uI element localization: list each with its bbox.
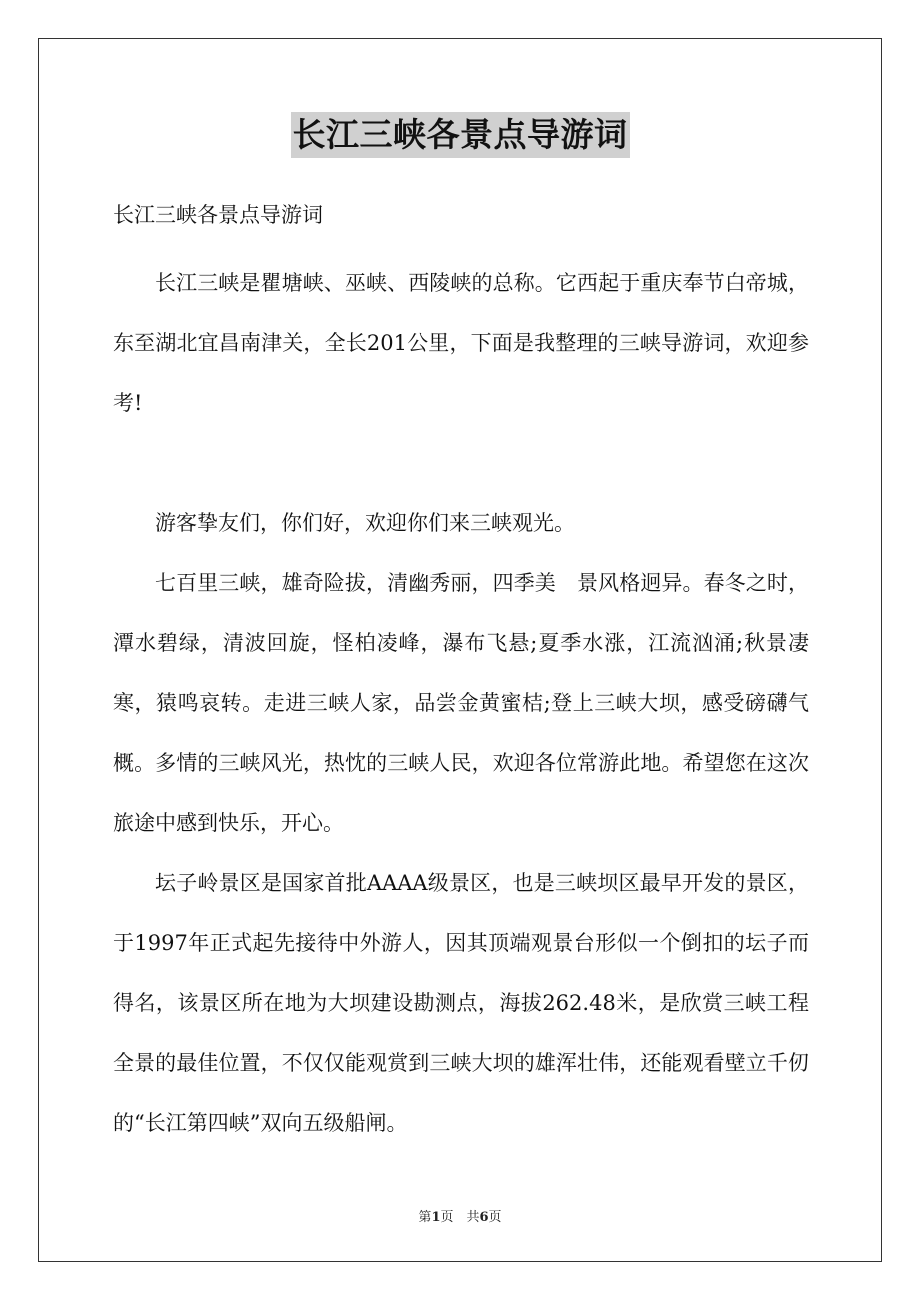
- footer-page-current: 1: [431, 1210, 441, 1225]
- paragraph-intro: 长江三峡是瞿塘峡、巫峡、西陵峡的总称。它西起于重庆奉节白帝城，东至湖北宜昌南津关，全长201公里，下面是我整理的三峡导游词，欢迎参考!: [113, 271, 809, 415]
- footer-page-prefix: 第: [418, 1210, 432, 1225]
- paragraph-tanziling: 坛子岭景区是国家首批AAAA级景区，也是三峡坝区最早开发的景区，于1997年正式起先接待中外游人，因其顶端观景台形似一个倒扣的坛子而得名，该景区所在地为大坝建设勘测点，海拔262.48米，是欣赏三峡工程全景的最佳位置，不仅仅能观赏到三峡大坝的雄浑壮伟，还能观看壁立千仞的“长江第四峡”双向五级船闸。: [113, 871, 809, 1135]
- paragraph-greeting: 游客挚友们，你们好，欢迎你们来三峡观光。: [155, 511, 575, 535]
- document-subtitle: 长江三峡各景点导游词: [113, 203, 323, 227]
- footer-page-mid: 页 共: [440, 1210, 480, 1225]
- page-footer: [0, 1206, 920, 1225]
- document-title: 长江三峡各景点导游词: [291, 112, 630, 158]
- footer-page-total: 6: [479, 1210, 489, 1225]
- title-wrap: [0, 112, 920, 158]
- footer-page-suffix: 页: [488, 1210, 502, 1225]
- document-body: [113, 194, 809, 1153]
- paragraph-scenery: 七百里三峡，雄奇险拔，清幽秀丽，四季美 景风格迥异。春冬之时，潭水碧绿，清波回旋，怪柏凌峰，瀑布飞悬;夏季水涨，江流汹涌;秋景凄寒，猿鸣哀转。走进三峡人家，品尝金黄蜜桔;登上三峡大坝，感受磅礴气概。多情的三峡风光，热忱的三峡人民，欢迎各位常游此地。希望您在这次旅途中感到快乐，开心。: [113, 571, 809, 835]
